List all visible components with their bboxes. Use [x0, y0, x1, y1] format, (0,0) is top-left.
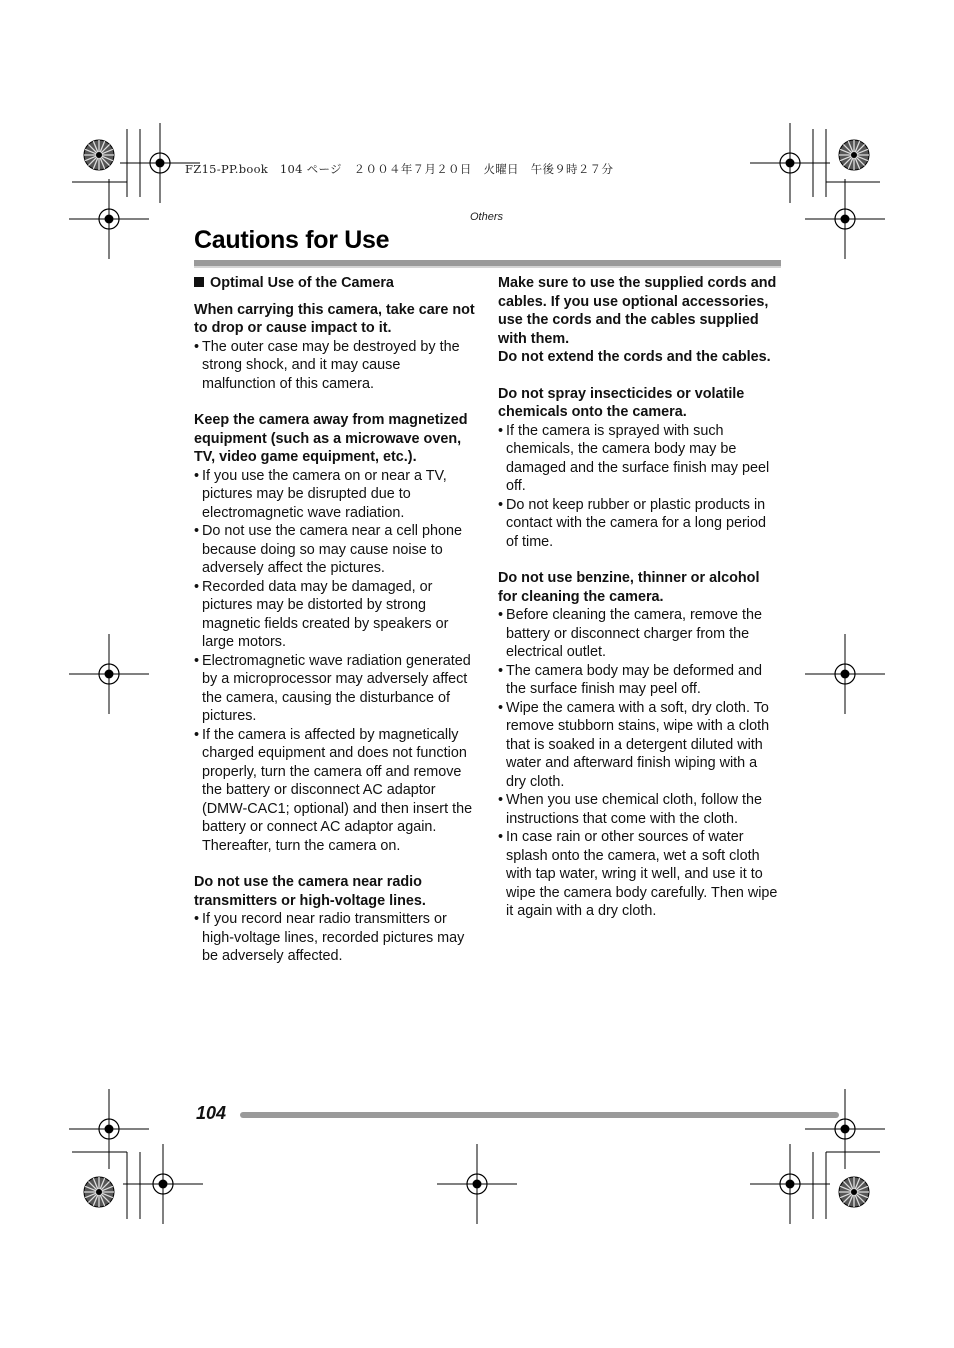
list-item: • The camera body may be deformed and the surface finish may peel off.: [498, 662, 762, 697]
page-title: Cautions for Use: [194, 226, 390, 254]
bullet-icon: •: [498, 792, 504, 808]
list-item: • In case rain or other sources of water splash onto the camera, wet a soft cloth with tap water, wring it well, and use it to wipe the camera body carefully. Then wipe it again with a dry cloth.: [498, 829, 778, 919]
caution-block-chemicals: [498, 385, 780, 552]
square-bullet-icon: [194, 277, 204, 287]
list-item: • If you use the camera on or near a TV, pictures may be disrupted due to electromagnetic wave radiation.: [194, 467, 447, 521]
bullet-icon: •: [194, 726, 200, 743]
list-item: • If you record near radio transmitters or high-voltage lines, recorded pictures may be adversely affected.: [194, 911, 465, 964]
caution-heading: Keep the camera away from magnetized equipment (such as a microwave oven, TV, video game equipment, etc.).: [194, 412, 468, 465]
bullet-list: [194, 467, 476, 856]
footer-rule: [240, 1111, 839, 1119]
bullet-icon: •: [194, 578, 200, 595]
bullet-icon: •: [194, 338, 200, 355]
caution-block-carrying: [194, 301, 476, 394]
caution-block-radio: [194, 873, 476, 966]
bullet-list: [194, 910, 476, 966]
bullet-icon: •: [194, 652, 200, 669]
list-item: • Electromagnetic wave radiation generated by a microprocessor may adversely affect the camera, causing the disturbance of pictures.: [194, 652, 471, 724]
caution-heading-extend: Do not extend the cords and the cables.: [498, 349, 771, 365]
caution-block-cords: [498, 274, 780, 367]
bullet-icon: •: [498, 662, 504, 679]
caution-block-cleaning: [498, 569, 780, 921]
bullet-icon: •: [498, 496, 504, 513]
list-item: • Before cleaning the camera, remove the battery or disconnect charger from the electrical outlet.: [498, 607, 762, 660]
bullet-list: [498, 606, 780, 921]
section-subheading: Optimal Use of the Camera: [194, 274, 476, 293]
bullet-icon: •: [498, 699, 504, 716]
section-label: Others: [470, 211, 504, 223]
list-item: • The outer case may be destroyed by the strong shock, and it may cause malfunction of this camera.: [194, 338, 460, 392]
bullet-list: [194, 338, 476, 394]
bullet-icon: •: [194, 467, 200, 484]
list-item: • If the camera is affected by magnetically charged equipment and does not function properly, turn the camera off and remove the battery or disconnect AC adaptor (DMW-CAC1; optional) and then insert the battery or connect AC adaptor again. Thereafter, turn the camera on.: [194, 726, 473, 854]
caution-heading: Do not use benzine, thinner or alcohol for cleaning the camera.: [498, 570, 760, 605]
list-item: • If the camera is sprayed with such chemicals, the camera body may be damaged and the surface finish may peel off.: [498, 422, 770, 494]
caution-block-magnetized: [194, 411, 476, 855]
bullet-icon: •: [498, 422, 504, 439]
bullet-icon: •: [498, 607, 504, 623]
list-item: • Wipe the camera with a soft, dry cloth. To remove stubborn stains, wipe with a cloth that is soaked in a detergent diluted with water and afterward finish wiping with a dry cloth.: [498, 699, 770, 790]
page-number: 104: [196, 1103, 227, 1123]
caution-heading: Do not spray insecticides or volatile chemicals onto the camera.: [498, 385, 745, 420]
bullet-icon: •: [498, 829, 504, 845]
bullet-list: [498, 422, 780, 552]
right-column: [498, 274, 780, 939]
list-item: • Do not use the camera near a cell phone because doing so may cause noise to adversely affect the pictures.: [194, 523, 462, 576]
title-rule: [194, 260, 781, 268]
caution-heading: Make sure to use the supplied cords and cables. If you use optional accessories, use the cords and the cables supplied with them.: [498, 275, 777, 347]
list-item: • Recorded data may be damaged, or pictures may be distorted by strong magnetic fields created by speakers or large motors.: [194, 578, 449, 650]
bullet-icon: •: [194, 523, 200, 539]
list-item: • When you use chemical cloth, follow the instructions that come with the cloth.: [498, 792, 762, 827]
print-header: FZ15-PP.book 104 ページ ２００４年７月２０日 火曜日 午後９時２７分: [185, 162, 614, 176]
bullet-icon: •: [194, 911, 200, 927]
list-item: • Do not keep rubber or plastic products in contact with the camera for a long period of time.: [498, 496, 766, 550]
caution-heading: When carrying this camera, take care not to drop or cause impact to it.: [194, 301, 475, 336]
left-column: [194, 274, 476, 984]
caution-heading: Do not use the camera near radio transmitters or high-voltage lines.: [194, 874, 426, 909]
